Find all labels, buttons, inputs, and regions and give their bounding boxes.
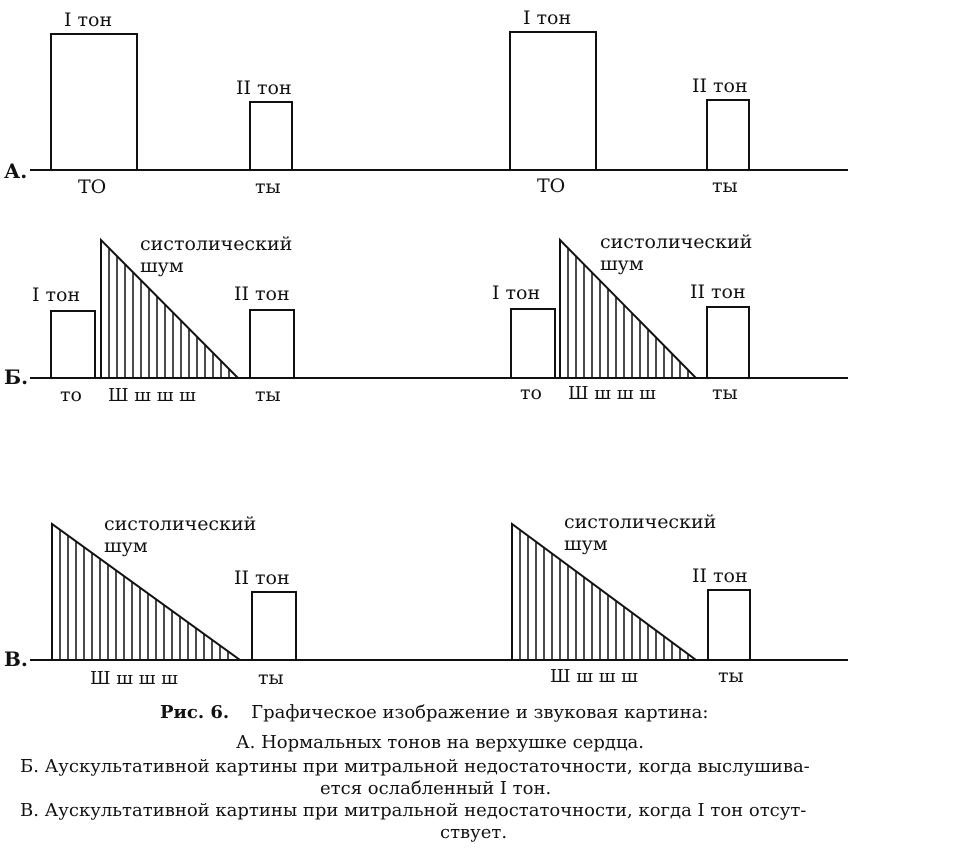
- caption-item-v-line1: В. Аускультативной картины при митральной недостаточности, когда I тон отсут-: [20, 800, 807, 821]
- row-a-panel-right: [510, 7, 749, 197]
- murmur-sound: Ш ш ш ш: [108, 385, 196, 406]
- second-tone-label: II тон: [690, 281, 746, 303]
- first-tone-bar: [51, 311, 95, 378]
- row-v-letter: В.: [4, 647, 28, 671]
- syllable-ty: ты: [255, 176, 281, 198]
- caption-item-b-line2: ется ослабленный I тон.: [320, 778, 552, 799]
- syllable-to: ТО: [78, 176, 107, 198]
- figure-caption-title: [160, 702, 920, 724]
- figure-number: Рис. 6.: [160, 702, 230, 723]
- first-tone-bar: [51, 34, 137, 170]
- first-tone-label: I тон: [64, 9, 113, 31]
- murmur-label-line2: шум: [564, 533, 608, 555]
- murmur-sound: Ш ш ш ш: [90, 668, 178, 689]
- second-tone-bar: [708, 590, 750, 660]
- row-v-panel-right: [512, 511, 750, 687]
- row-v-panel-left: [52, 513, 296, 689]
- syllable-ty: ты: [258, 667, 284, 689]
- second-tone-bar: [252, 592, 296, 660]
- second-tone-label: II тон: [692, 565, 748, 587]
- murmur-label-line1: систолический: [600, 231, 753, 253]
- first-tone-label: I тон: [492, 282, 541, 304]
- murmur-sound: Ш ш ш ш: [550, 666, 638, 687]
- row-b-panel-left: [32, 230, 294, 406]
- syllable-to: то: [520, 382, 542, 404]
- murmur-label-line2: шум: [600, 253, 644, 275]
- second-tone-label: II тон: [692, 75, 748, 97]
- murmur-label-line1: систолический: [564, 511, 717, 533]
- murmur-label-line2: шум: [140, 255, 184, 277]
- syllable-ty: ты: [255, 384, 281, 406]
- row-b-letter: Б.: [4, 365, 29, 389]
- caption-item-b-line1: Б. Аускультативной картины при митральной недостаточности, когда выслушива-: [20, 756, 810, 777]
- first-tone-label: I тон: [32, 284, 81, 306]
- second-tone-bar: [250, 310, 294, 378]
- first-tone-label: I тон: [523, 7, 572, 29]
- second-tone-label: II тон: [234, 283, 290, 305]
- murmur-label-line1: систолический: [104, 513, 257, 535]
- murmur-label-line1: систолический: [140, 233, 293, 255]
- second-tone-label: II тон: [236, 77, 292, 99]
- second-tone-label: II тон: [234, 567, 290, 589]
- syllable-to: то: [60, 384, 82, 406]
- second-tone-bar: [250, 102, 292, 170]
- figure-title: Графическое изображение и звуковая картина:: [251, 702, 709, 723]
- murmur-label-line2: шум: [104, 535, 148, 557]
- second-tone-bar: [707, 100, 749, 170]
- row-b-panel-right: [492, 230, 752, 404]
- syllable-ty: ты: [718, 665, 744, 687]
- caption-item-v: [20, 800, 960, 844]
- syllable-to: ТО: [537, 175, 566, 197]
- second-tone-bar: [707, 307, 749, 378]
- row-a-letter: А.: [4, 159, 28, 183]
- caption-item-v-line2: ствует.: [440, 822, 508, 843]
- first-tone-bar: [510, 32, 596, 170]
- syllable-ty: ты: [712, 175, 738, 197]
- caption-item-a: А. Нормальных тонов на верхушке сердца.: [236, 732, 645, 753]
- first-tone-bar: [511, 309, 555, 378]
- caption-item-b: [20, 756, 960, 800]
- syllable-ty: ты: [712, 382, 738, 404]
- murmur-sound: Ш ш ш ш: [568, 383, 656, 404]
